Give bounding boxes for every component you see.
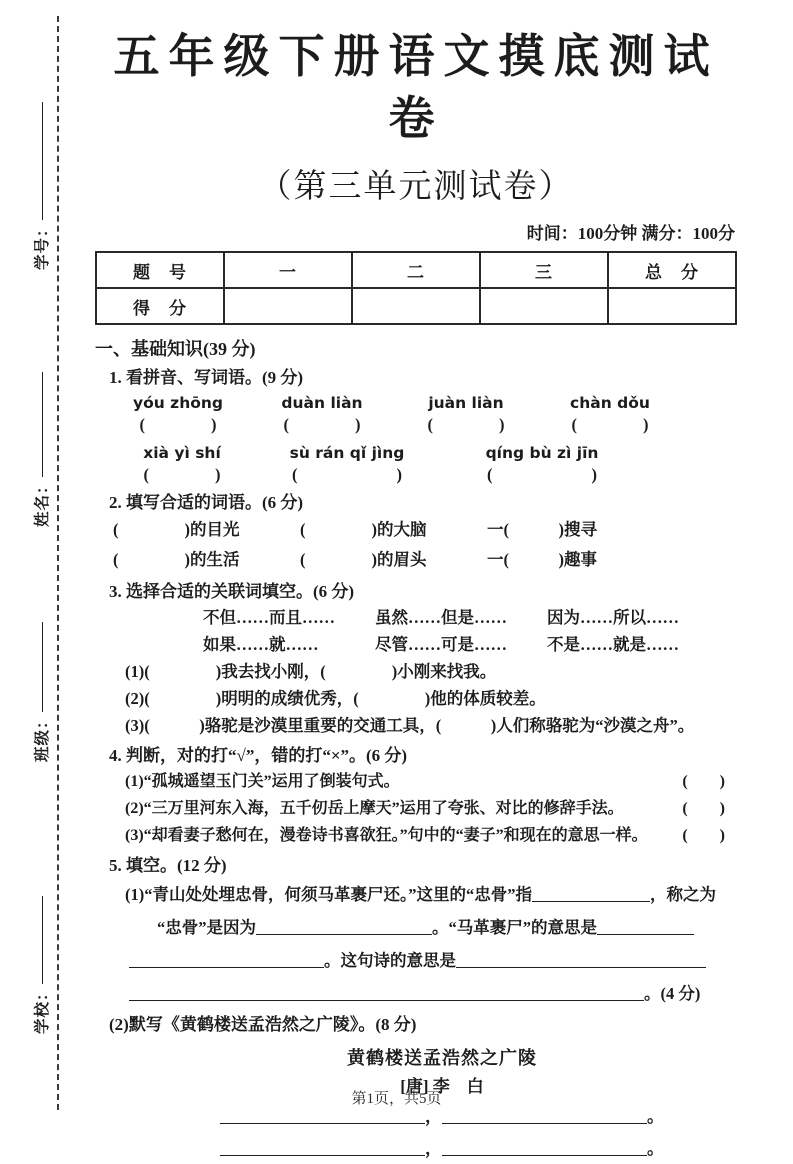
- student-id-field: [30, 102, 52, 270]
- pinyin-word: sù rán qǐ jìng: [289, 444, 405, 462]
- page-subtitle: （第三单元测试卷）: [258, 169, 574, 205]
- q1-pinyin-row1: [95, 393, 737, 436]
- answer-blank-line: [220, 1142, 425, 1156]
- q1-pinyin-item: [252, 393, 392, 436]
- q1-pinyin-item: [262, 443, 432, 486]
- score-table-cell-part1: 一: [224, 252, 352, 288]
- fill-word-item: 一( )搜寻: [487, 520, 597, 539]
- poem-comma: ，: [425, 1139, 442, 1158]
- q2-row2: [95, 545, 737, 575]
- q5-part1-line2: [95, 913, 737, 942]
- fill-word-item: ( )的生活: [113, 550, 240, 569]
- school-field: [30, 896, 52, 1034]
- q4-sub-item-3: [95, 822, 737, 849]
- conjunction-option: 尽管……可是……: [375, 635, 507, 654]
- q1-stem: 1. 看拼音、写词语。(9 分): [109, 368, 304, 387]
- poem-period: 。: [647, 1139, 664, 1158]
- q5-text: (1)“青山处处埋忠骨，何须马革裹尸还。”这里的“忠骨”指: [125, 885, 532, 904]
- q2-row1: [95, 515, 737, 545]
- class-label: 班级：: [34, 712, 51, 762]
- answer-parentheses: ( ): [427, 415, 505, 434]
- q5-text: “忠骨”是因为: [157, 918, 256, 937]
- answer-parentheses: ( ): [139, 415, 217, 434]
- q1-pinyin-item: [432, 443, 652, 486]
- score-table-cell-total: 总 分: [608, 252, 736, 288]
- pinyin-word: juàn liàn: [428, 394, 504, 412]
- conjunction-option: 不但……而且……: [203, 608, 335, 627]
- q3-sub-item-1: (1)( )我去找小刚，( )小刚来找我。: [125, 662, 497, 681]
- pinyin-word: qíng bù zì jīn: [485, 444, 599, 462]
- score-table: [95, 251, 737, 325]
- class-blank: [41, 622, 43, 712]
- q4-sub-item-2: [95, 795, 737, 822]
- answer-parentheses: ( ): [487, 465, 597, 484]
- answer-parentheses: ( ): [143, 465, 221, 484]
- exam-paper: [95, 26, 737, 1164]
- answer-parentheses: ( ): [682, 773, 725, 790]
- answer-parentheses: ( ): [571, 415, 649, 434]
- section1-heading: 一、基础知识(39 分): [95, 339, 256, 359]
- poem-period: 。: [647, 1107, 664, 1126]
- poem-author: [唐] 李 白: [400, 1077, 484, 1096]
- fill-word-item: ( )的眉头: [300, 550, 427, 569]
- q3-sub-item-2: (2)( )明明的成绩优秀，( )他的体质较差。: [125, 689, 546, 708]
- q2-stem: 2. 填写合适的词语。(6 分): [109, 493, 304, 512]
- poem-blank-line-2: [147, 1134, 737, 1164]
- pinyin-word: duàn liàn: [281, 394, 363, 412]
- conjunction-option: 如果……就……: [203, 635, 319, 654]
- q1-pinyin-item: [108, 393, 248, 436]
- q5-part2-stem: (2)默写《黄鹤楼送孟浩然之广陵》。(8 分): [109, 1015, 417, 1034]
- pinyin-word: yóu zhōng: [132, 394, 224, 412]
- score-table-cell-question-no: 题 号: [96, 252, 224, 288]
- score-table-cell-score-label: 得 分: [96, 288, 224, 324]
- student-name-label: 姓名：: [34, 477, 51, 527]
- score-table-score-row: [96, 288, 736, 324]
- q1-pinyin-row2: [95, 443, 737, 486]
- score-table-empty-cell: [352, 288, 480, 324]
- answer-blank-line: [129, 954, 324, 968]
- score-table-empty-cell: [608, 288, 736, 324]
- score-table-cell-part2: 二: [352, 252, 480, 288]
- answer-parentheses: ( ): [682, 800, 725, 817]
- score-table-header-row: [96, 252, 736, 288]
- student-id-blank: [41, 102, 43, 220]
- q3-sub-item-3: (3)( )骆驼是沙漠里重要的交通工具，( )人们称骆驼为“沙漠之舟”。: [125, 716, 695, 735]
- q5-text: 。(4 分): [644, 984, 701, 1003]
- q5-text: 。这句诗的意思是: [324, 951, 456, 970]
- answer-blank-line: [456, 954, 706, 968]
- exam-time-score-info: 时间：100分钟 满分：100分: [526, 224, 735, 243]
- answer-blank-line: [532, 888, 650, 902]
- q5-text: ，称之为: [650, 885, 716, 904]
- judgement-statement: (2)“三万里河东入海，五千仞岳上摩天”运用了夸张、对比的修辞手法。: [125, 800, 624, 817]
- answer-parentheses: ( ): [682, 827, 725, 844]
- school-blank: [41, 896, 43, 984]
- q1-pinyin-item: [540, 393, 680, 436]
- poem-title: 黄鹤楼送孟浩然之广陵: [347, 1048, 537, 1068]
- q3-stem: 3. 选择合适的关联词填空。(6 分): [109, 582, 355, 601]
- score-table-cell-part3: 三: [480, 252, 608, 288]
- judgement-statement: (1)“孤城遥望玉门关”运用了倒装句式。: [125, 773, 400, 790]
- q1-pinyin-item: [396, 393, 536, 436]
- page-number: 第1页，共5页: [351, 1091, 442, 1107]
- q4-sub-item-1: [95, 768, 737, 795]
- conjunction-option: 因为……所以……: [547, 608, 679, 627]
- answer-blank-line: [256, 921, 432, 935]
- student-name-blank: [41, 372, 43, 477]
- score-table-empty-cell: [480, 288, 608, 324]
- school-label: 学校：: [34, 984, 51, 1034]
- student-name-field: [30, 372, 52, 527]
- answer-parentheses: ( ): [283, 415, 361, 434]
- q5-stem: 5. 填空。(12 分): [109, 856, 227, 875]
- answer-parentheses: ( ): [292, 465, 402, 484]
- q5-part1-line1: [95, 880, 737, 909]
- q5-part1-line4: [95, 979, 737, 1008]
- answer-blank-line: [597, 921, 694, 935]
- answer-blank-line: [442, 1142, 647, 1156]
- poem-comma: ，: [425, 1107, 442, 1126]
- pinyin-word: xià yì shí: [143, 444, 221, 462]
- fill-word-item: ( )的目光: [113, 520, 240, 539]
- q4-stem: 4. 判断，对的打“√”，错的打“×”。(6 分): [109, 746, 408, 765]
- page-title: 五年级下册语文摸底测试卷: [113, 31, 719, 144]
- judgement-statement: (3)“却看妻子愁何在，漫卷诗书喜欲狂。”句中的“妻子”和现在的意思一样。: [125, 827, 648, 844]
- q1-pinyin-item: [102, 443, 262, 486]
- q5-text: 。“马革裹尸”的意思是: [432, 918, 597, 937]
- score-table-empty-cell: [224, 288, 352, 324]
- class-field: [30, 622, 52, 762]
- conjunction-option: 虽然……但是……: [375, 608, 507, 627]
- student-id-label: 学号：: [34, 220, 51, 270]
- fold-dashed-line: [57, 16, 59, 1110]
- fill-word-item: ( )的大脑: [300, 520, 427, 539]
- fill-word-item: 一( )趣事: [487, 550, 597, 569]
- q3-conjunction-options-row1: [95, 604, 737, 631]
- pinyin-word: chàn dǒu: [570, 394, 650, 412]
- q5-part1-line3: [95, 946, 737, 975]
- conjunction-option: 不是……就是……: [547, 635, 679, 654]
- q3-conjunction-options-row2: [95, 631, 737, 658]
- answer-blank-line: [129, 987, 644, 1001]
